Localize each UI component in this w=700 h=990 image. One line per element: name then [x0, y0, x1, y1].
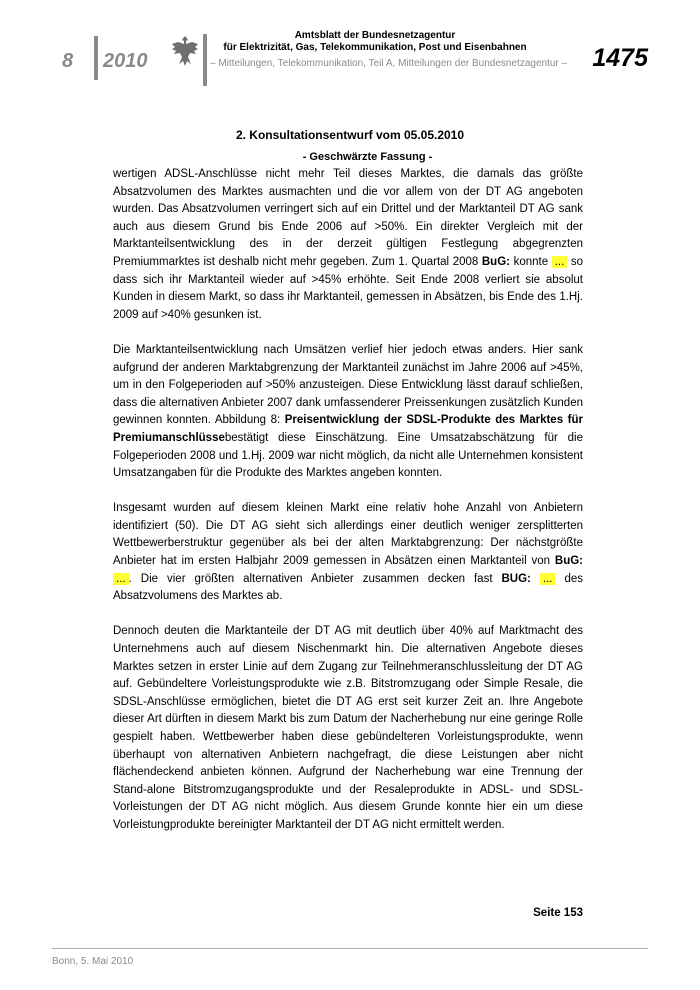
p3-text-a: Insgesamt wurden auf diesem kleinen Markt eine relativ hohe Anzahl von Anbietern identifiziert (50). Die DT AG sieht sich allerdings einer deutlich weniger zersplitterten Wettbewerberstruktur gegenüber als bei der alten Marktabgrenzung: Der nächstgrößte Anbieter hat im ersten Halbjahr 2009 gemessen in Absätzen einen Marktanteil von: [113, 502, 583, 568]
p1-text-b: konnte: [509, 255, 552, 268]
bug-label: BUG:: [501, 572, 531, 585]
p1-text-c: so dass sich ihr Marktanteil wieder auf >45% erhöhte. Seit Ende 2008 verliert sie absolut Kunden in diesem Markt, so dass ihr Marktanteil, gemessen in Absätzen, bis Ende des 1.Hj. 2009 auf >40% gesunken ist.: [113, 255, 584, 321]
paragraph-1: [113, 166, 583, 324]
issue-number: 8: [62, 50, 74, 72]
issue-year: 2010: [103, 50, 148, 72]
gazette-subtitle: – Mitteilungen, Telekommunikation, Teil A, Mitteilungen der Bundesnetzagentur –: [210, 58, 568, 69]
gazette-page-number: 1475: [592, 44, 648, 72]
federal-eagle-icon: [165, 32, 205, 72]
paragraph-3: [113, 500, 583, 606]
paragraph-2: [113, 342, 583, 483]
p2-text-a: Die Marktanteilsentwicklung nach Umsätzen verlief hier jedoch etwas anders. Hier sank aufgrund der anderen Marktabgrenzung der Marktanteil zunächst im Jahre 2006 auf >45%, um in den Folgeperioden auf >50% anzusteigen. Diese Entwicklung lässt darauf schließen, dass die alternativen Anbieter 2007 dank umfassenderer Preissenkungen zusätzlich Kunden gewinnen konnten. Abbildung 8:: [113, 343, 583, 427]
p1-text-a: wertigen ADSL-Anschlüsse nicht mehr Teil dieses Marktes, die damals das größte Absatzvolumen des Marktes ausmachten und die vor allem von der DT AG angeboten wurden. Das Absatzvolumen verringert sich auf ein Drittel und der Marktanteil DT AG sank auch aus diesem Grund bis Ende 2006 auf >50%. Ein direkter Vergleich mit der Marktanteilsentwicklung des in der derzeit gültigen Festlegung abgegrenzten Premiummarktes ist deshalb nicht mehr gegeben. Zum 1. Quartal 2008: [113, 168, 583, 268]
header-divider-2: [203, 34, 207, 86]
footer-divider: [52, 948, 648, 949]
paragraph-4: Dennoch deuten die Marktanteile der DT AG mit deutlich über 40% auf Marktmacht des Unternehmens auch auf diesem Nischenmarkt hin. Die alternativen Angebote dieses Marktes setzen in erster Linie auf dem Zugang zur Teilnehmeranschlussleitung der DT AG auf. Gebündeltere Vorleistungsprodukte wie z.B. Bitstromzugang oder Simple Resale, die SDSL-Anschlüsse ermöglichen, bietet die DT AG erst seit kurzer Zeit an. Ihre Angebote dieser Art dürften in diesem Markt bis zum Datum der Nacherhebung nur eine geringe Rolle gespielt haben. Wettbewerber haben diese gebündelteren Vorleistungsprodukte, wenn überhaupt von alternativen Anbietern nachgefragt, die diese Leistungen aber nicht flächendeckend anbieten können. Aufgrund der Nacherhebung war eine Trennung der Stand-alone Bitstromzugangsprodukte und der Resaleprodukte in ADSL- und SDSL- Vorleistungen der DT AG nicht möglich. Aus diesem Grunde konnte hier ein um diese Vorleistungprodukte bereinigter Marktanteil der DT AG nicht ermittelt werden.: [113, 625, 583, 831]
document-page-number: Seite 153: [533, 907, 583, 919]
header-divider: [94, 36, 98, 80]
p3-text-c: des Absatzvolumens des Marktes ab.: [113, 572, 583, 603]
p2-text-b: bestätigt diese Einschätzung. Eine Umsatzabschätzung für die Folgeperioden 2008 und 1.Hj. 2009 war nicht möglich, da nicht alle Unternehmen konsistent Umsatzangaben für die Produkte des Marktes angeben konnten.: [113, 431, 583, 480]
document-body: [113, 166, 583, 852]
redacted-mark: ...: [552, 256, 568, 268]
p3-text-b: . Die vier größten alternativen Anbieter zusammen decken fast: [128, 572, 502, 585]
redacted-mark: ...: [540, 573, 556, 585]
figure-reference: Preisentwicklung der SDSL-Produkte des Marktes für Premiumanschlüsse: [113, 414, 583, 444]
document-heading: 2. Konsultationsentwurf vom 05.05.2010: [235, 128, 465, 142]
bug-label: BuG:: [481, 255, 510, 268]
gazette-title-line2: für Elektrizität, Gas, Telekommunikation, Post und Eisenbahnen: [223, 42, 527, 53]
gazette-title: [210, 30, 540, 54]
footer-date: Bonn, 5. Mai 2010: [52, 956, 134, 967]
document-subheading: - Geschwärzte Fassung -: [302, 151, 433, 163]
redacted-mark: ...: [113, 573, 129, 585]
bug-label: BuG:: [554, 555, 583, 568]
gazette-title-line1: Amtsblatt der Bundesnetzagentur: [294, 30, 456, 41]
